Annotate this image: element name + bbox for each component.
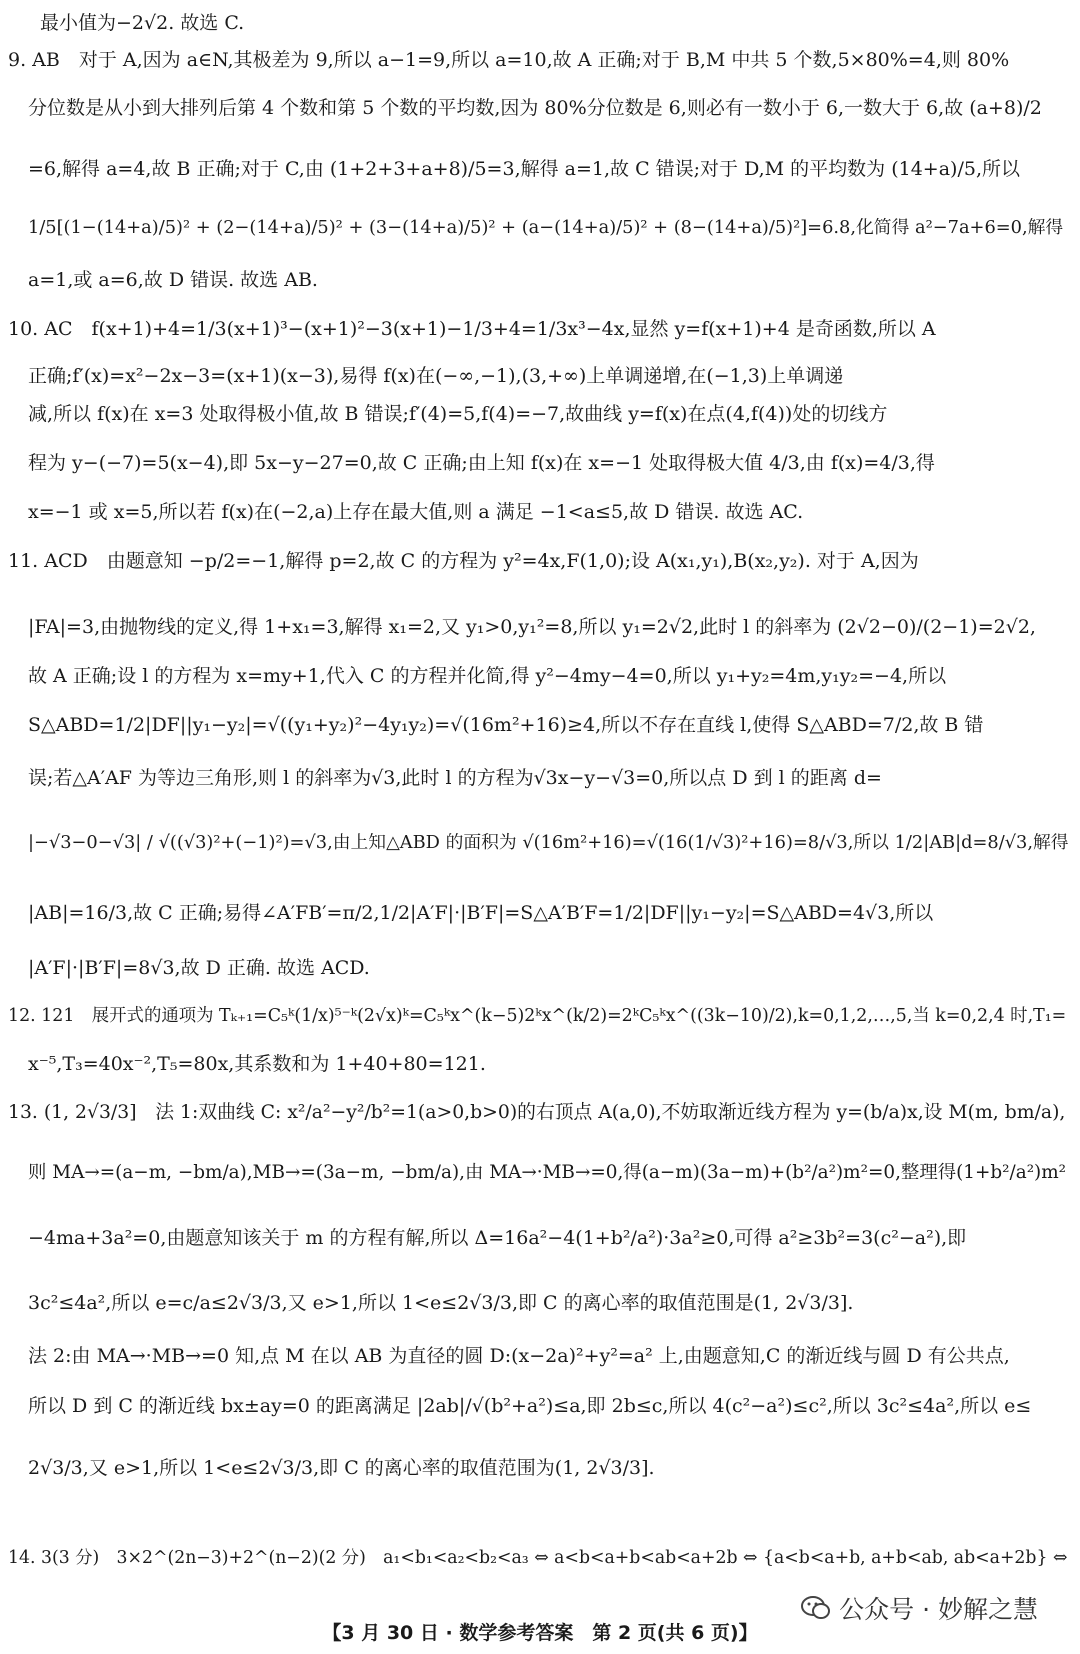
text-line [28, 95, 1080, 121]
text-line-content: 故 A 正确;设 l 的方程为 x=my+1,代入 C 的方程并化简,得 y²−4my−4=0,所以 y₁+y₂=4m,y₁y₂=−4,所以 [28, 665, 947, 687]
text-line-content: =6,解得 a=4,故 B 正确;对于 C,由 (1+2+3+a+8)/5=3,解得 a=1,故 C 错误;对于 D,M 的平均数为 (14+a)/5,所以 [28, 158, 1020, 180]
text-line [8, 1003, 1080, 1029]
text-line-content: 误;若△A′AF 为等边三角形,则 l 的斜率为√3,此时 l 的方程为√3x−y−√3=0,所以点 D 到 l 的距离 d= [28, 767, 882, 789]
text-line [28, 450, 1080, 476]
watermark-text: 公众号 · 妙解之慧 [839, 1595, 1038, 1624]
text-line-content: a=1,或 a=6,故 D 错误. 故选 AB. [28, 269, 318, 291]
text-line-content: 减,所以 f(x)在 x=3 处取得极小值,故 B 错误;f′(4)=5,f(4)=−7,故曲线 y=f(x)在点(4,f(4))处的切线方 [28, 403, 888, 425]
text-line-content: |A′F|·|B′F|=8√3,故 D 正确. 故选 ACD. [28, 957, 370, 979]
text-line-content: 11. ACD 由题意知 −p/2=−1,解得 p=2,故 C 的方程为 y²=4x,F(1,0);设 A(x₁,y₁),B(x₂,y₂). 对于 A,因为 [8, 550, 919, 572]
text-line-content: x⁻⁵,T₃=40x⁻²,T₅=80x,其系数和为 1+40+80=121. [28, 1053, 486, 1075]
text-line-content: 最小值为−2√2. 故选 C. [40, 12, 245, 34]
page-footer: 【3 月 30 日 · 数学参考答案 第 2 页(共 6 页)】 [322, 1622, 758, 1644]
text-line [40, 10, 1080, 36]
text-line-content: 3c²≤4a²,所以 e=c/a≤2√3/3,又 e>1,所以 1<e≤2√3/3,即 C 的离心率的取值范围是(1, 2√3/3]. [28, 1292, 854, 1314]
text-line-content: 14. 3(3 分) 3×2^(2n−3)+2^(n−2)(2 分) a₁<b₁<a₂<b₂<a₃ ⇔ a<b<a+b<ab<a+2b ⇔ {a<b<a+b, a+b<ab, ab<a+2b} ⇔ [8, 1548, 1068, 1568]
text-line-content: |−√3−0−√3| / √((√3)²+(−1)²)=√3,由上知△ABD 的面积为 √(16m²+16)=√(16(1/√3)²+16)=8/√3,所以 1/2|AB|d=8/√3,解得 [28, 832, 1069, 853]
text-line [8, 1100, 1080, 1126]
text-line-content: 10. AC f(x+1)+4=1/3(x+1)³−(x+1)²−3(x+1)−1/3+4=1/3x³−4x,显然 y=f(x+1)+4 是奇函数,所以 A [8, 318, 936, 340]
text-line-content: −4ma+3a²=0,由题意知该关于 m 的方程有解,所以 Δ=16a²−4(1+b²/a²)·3a²≥0,可得 a²≥3b²=3(c²−a²),即 [28, 1227, 967, 1249]
text-line [28, 765, 1080, 791]
text-line [28, 830, 1080, 856]
text-line-content: 13. (1, 2√3/3] 法 1:双曲线 C: x²/a²−y²/b²=1(a>0,b>0)的右顶点 A(a,0),不妨取渐近线方程为 y=(b/a)x,设 M(m, bm/a), [8, 1102, 1066, 1123]
text-line [28, 401, 1080, 427]
text-line-content: S△ABD=1/2|DF||y₁−y₂|=√((y₁+y₂)²−4y₁y₂)=√(16m²+16)≥4,所以不存在直线 l,使得 S△ABD=7/2,故 B 错 [28, 714, 984, 736]
text-line-content: |AB|=16/3,故 C 正确;易得∠A′FB′=π/2,1/2|A′F|·|B′F|=S△A′B′F=1/2|DF||y₁−y₂|=S△ABD=4√3,所以 [28, 902, 934, 924]
text-line-content: x=−1 或 x=5,所以若 f(x)在(−2,a)上存在最大值,则 a 满足 −1<a≤5,故 D 错误. 故选 AC. [28, 501, 804, 523]
text-line-content: 分位数是从小到大排列后第 4 个数和第 5 个数的平均数,因为 80%分位数是 6,则必有一数小于 6,一数大于 6,故 (a+8)/2 [28, 97, 1042, 119]
text-line-content: 1/5[(1−(14+a)/5)² + (2−(14+a)/5)² + (3−(14+a)/5)² + (a−(14+a)/5)² + (8−(14+a)/5)²]=6.8,化简得 a²−7a+6=0,解得 [28, 217, 1064, 238]
text-line [28, 1225, 1080, 1251]
text-line [28, 363, 1080, 389]
wechat-icon [801, 1596, 831, 1620]
text-line [28, 712, 1080, 738]
text-line-content: |FA|=3,由抛物线的定义,得 1+x₁=3,解得 x₁=2,又 y₁>0,y₁²=8,所以 y₁=2√2,此时 l 的斜率为 (2√2−0)/(2−1)=2√2, [28, 616, 1036, 638]
text-line-content: 则 MA→=(a−m, −bm/a),MB→=(3a−m, −bm/a),由 MA→·MB→=0,得(a−m)(3a−m)+(b²/a²)m²=0,整理得(1+b²/a²)m² [28, 1162, 1067, 1183]
text-line [28, 499, 1080, 525]
text-line [28, 1160, 1080, 1186]
text-line [8, 1545, 1080, 1571]
text-line [28, 955, 1080, 981]
text-line [28, 1455, 1080, 1481]
text-line [28, 1343, 1080, 1369]
text-line-content: 2√3/3,又 e>1,所以 1<e≤2√3/3,即 C 的离心率的取值范围为(1, 2√3/3]. [28, 1457, 655, 1479]
text-line [28, 663, 1080, 689]
text-line-content: 程为 y−(−7)=5(x−4),即 5x−y−27=0,故 C 正确;由上知 f(x)在 x=−1 处取得极大值 4/3,由 f(x)=4/3,得 [28, 452, 935, 474]
text-line-content: 所以 D 到 C 的渐近线 bx±ay=0 的距离满足 |2ab|/√(b²+a²)≤a,即 2b≤c,所以 4(c²−a²)≤c²,所以 3c²≤4a²,所以 e≤ [28, 1395, 1032, 1417]
text-line [8, 548, 1080, 574]
text-line-content: 正确;f′(x)=x²−2x−3=(x+1)(x−3),易得 f(x)在(−∞,−1),(3,+∞)上单调递增,在(−1,3)上单调递 [28, 365, 844, 387]
text-line-content: 法 2:由 MA→·MB→=0 知,点 M 在以 AB 为直径的圆 D:(x−2a)²+y²=a² 上,由题意知,C 的渐近线与圆 D 有公共点, [28, 1345, 1010, 1367]
text-line [28, 156, 1080, 182]
text-line [28, 614, 1080, 640]
text-line [28, 215, 1080, 241]
text-line [8, 316, 1080, 342]
text-line [28, 1290, 1080, 1316]
text-line [28, 1051, 1080, 1077]
text-line [28, 900, 1080, 926]
text-line-content: 12. 121 展开式的通项为 Tₖ₊₁=C₅ᵏ(1/x)⁵⁻ᵏ(2√x)ᵏ=C₅ᵏx^(k−5)2ᵏx^(k/2)=2ᵏC₅ᵏx^((3k−10)/2),k=0,1,2,…,5,当 k=0,2,4 时,T₁= [8, 1006, 1067, 1026]
text-line [28, 1393, 1080, 1419]
text-line [8, 47, 1080, 73]
text-line [28, 267, 1080, 293]
text-line-content: 9. AB 对于 A,因为 a∈N,其极差为 9,所以 a−1=9,所以 a=10,故 A 正确;对于 B,M 中共 5 个数,5×80%=4,则 80% [8, 49, 1010, 71]
